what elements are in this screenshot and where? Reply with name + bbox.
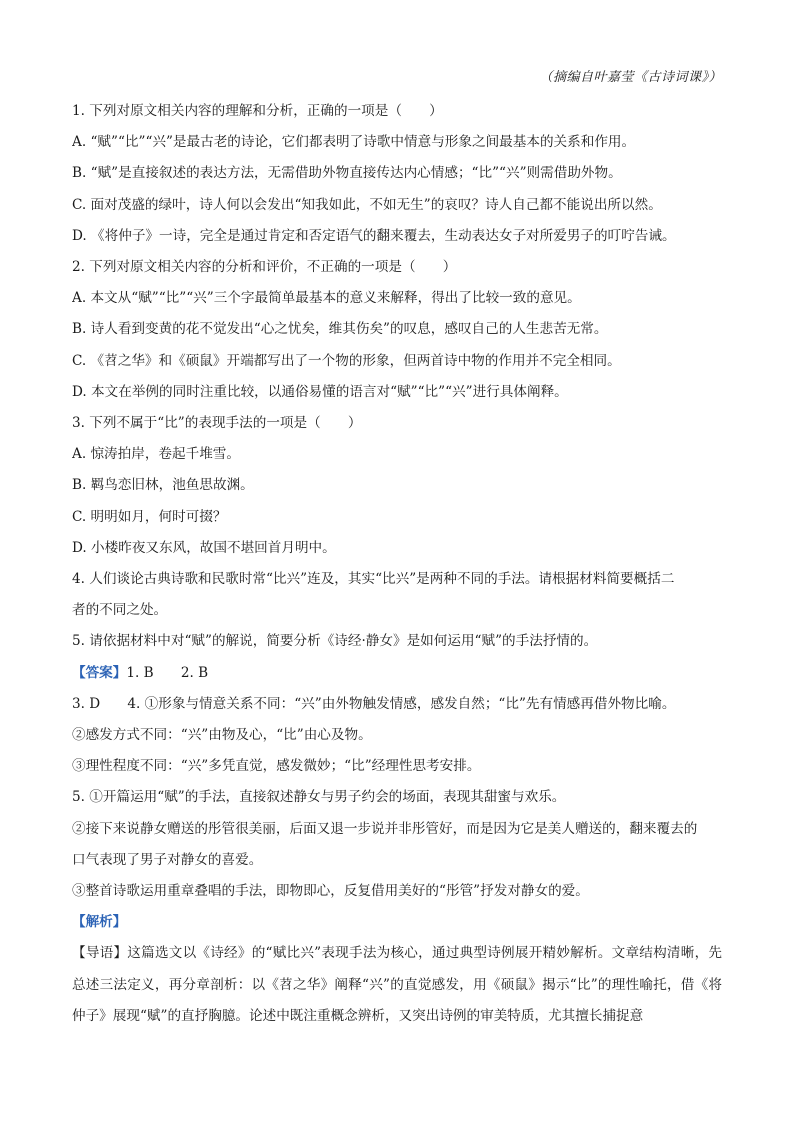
question-1-option-b: B. “赋”是直接叙述的表达方法，无需借助外物直接传达内心情感；“比”“兴”则需借助外物。	[72, 165, 622, 182]
exam-content	[72, 96, 722, 1032]
source-citation: （摘编自叶嘉莹《古诗词课》）	[539, 70, 722, 85]
answer-q5-line-3: 口气表现了男子对静女的喜爱。	[72, 851, 263, 868]
answer-q4-item-2: ②感发方式不同：“兴”由物及心，“比”由心及物。	[72, 727, 372, 744]
question-3-option-a: A. 惊涛拍岸，卷起千堆雪。	[72, 446, 240, 463]
answer-line-1	[72, 658, 722, 689]
question-3-stem: 3. 下列不属于“比”的表现手法的一项是（ ）	[72, 415, 362, 432]
question-2-option-c: C. 《苕之华》和《硕鼠》开端都写出了一个物的形象，但两首诗中物的作用并不完全相同。	[72, 352, 621, 369]
answer-label: 【答案】	[72, 664, 127, 681]
question-2-option-a: A. 本文从“赋”“比”“兴”三个字最简单最基本的意义来解释，得出了比较一致的意见。	[72, 290, 581, 307]
question-1-option-d: D. 《将仲子》一诗，完全是通过肯定和否定语气的翻来覆去，生动表达女子对所爱男子的叮咛告诫。	[72, 227, 676, 244]
question-3-option-d: D. 小楼昨夜又东风，故国不堪回首月明中。	[72, 539, 336, 556]
analysis-label: 【解析】	[72, 914, 127, 931]
question-2-stem: 2. 下列对原文相关内容的分析和评价，不正确的一项是（ ）	[72, 259, 457, 276]
answer-q1-q2: 1. B 2. B	[126, 664, 209, 681]
answer-line-2: 3. D 4. ①形象与情意关系不同：“兴”由外物触发情感，感发自然；“比”先有情感再借外物比喻。	[72, 695, 676, 712]
intro-label: 【导语】	[72, 945, 128, 962]
answer-q4-item-3: ③理性程度不同：“兴”多凭直觉，感发微妙；“比”经理性思考安排。	[72, 758, 481, 775]
analysis-intro	[72, 938, 722, 1032]
answer-q5-line-4: ③整首诗歌运用重章叠唱的手法，即物即心，反复借用美好的“彤管”抒发对静女的爱。	[72, 883, 589, 900]
question-3-option-b: B. 羁鸟恋旧林，池鱼思故渊。	[72, 477, 254, 494]
answer-q5-line-1: 5. ①开篇运用“赋”的手法，直接叙述静女与男子约会的场面，表现其甜蜜与欢乐。	[72, 789, 566, 806]
question-4-line-1: 4. 人们谈论古典诗歌和民歌时常“比兴”连及，其实“比兴”是两种不同的手法。请根据材料简要概括二	[72, 571, 675, 588]
question-5-stem: 5. 请依据材料中对“赋”的解说，简要分析《诗经·静女》是如何运用“赋”的手法抒情的。	[72, 633, 598, 650]
question-3-option-c: C. 明明如月，何时可掇？	[72, 508, 227, 525]
answer-q5-line-2: ②接下来说静女赠送的彤管很美丽，后面又退一步说并非彤管好，而是因为它是美人赠送的，翻来覆去的	[72, 820, 698, 837]
question-4-line-2: 者的不同之处。	[72, 602, 168, 619]
question-1-option-c: C. 面对茂盛的绿叶，诗人何以会发出“知我如此，不如无生”的哀叹？诗人自己都不能说出所以然。	[72, 196, 662, 213]
question-1-option-a: A. “赋”“比”“兴”是最古老的诗论，它们都表明了诗歌中情意与形象之间最基本的关系和作用。	[72, 134, 636, 151]
question-2-option-d: D. 本文在举例的同时注重比较，以通俗易懂的语言对“赋”“比”“兴”进行具体阐释。	[72, 383, 568, 400]
intro-text: 这篇选文以《诗经》的“赋比兴”表现手法为核心，通过典型诗例展开精妙解析。文章结构清晰，先总述三法定义，再分章剖析：以《苕之华》阐释“兴”的直觉感发，用《硕鼠》揭示“比”的理性喻托，借《将仲子》展现“赋”的直抒胸臆。论述中既注重概念辨析，又突出诗例的审美特质，尤其擅长捕捉意	[72, 945, 722, 1024]
question-2-option-b: B. 诗人看到变黄的花不觉发出“心之忧矣，维其伤矣”的叹息，感叹自己的人生悲苦无常。	[72, 321, 608, 338]
question-1-stem: 1. 下列对原文相关内容的理解和分析，正确的一项是（ ）	[72, 103, 443, 119]
